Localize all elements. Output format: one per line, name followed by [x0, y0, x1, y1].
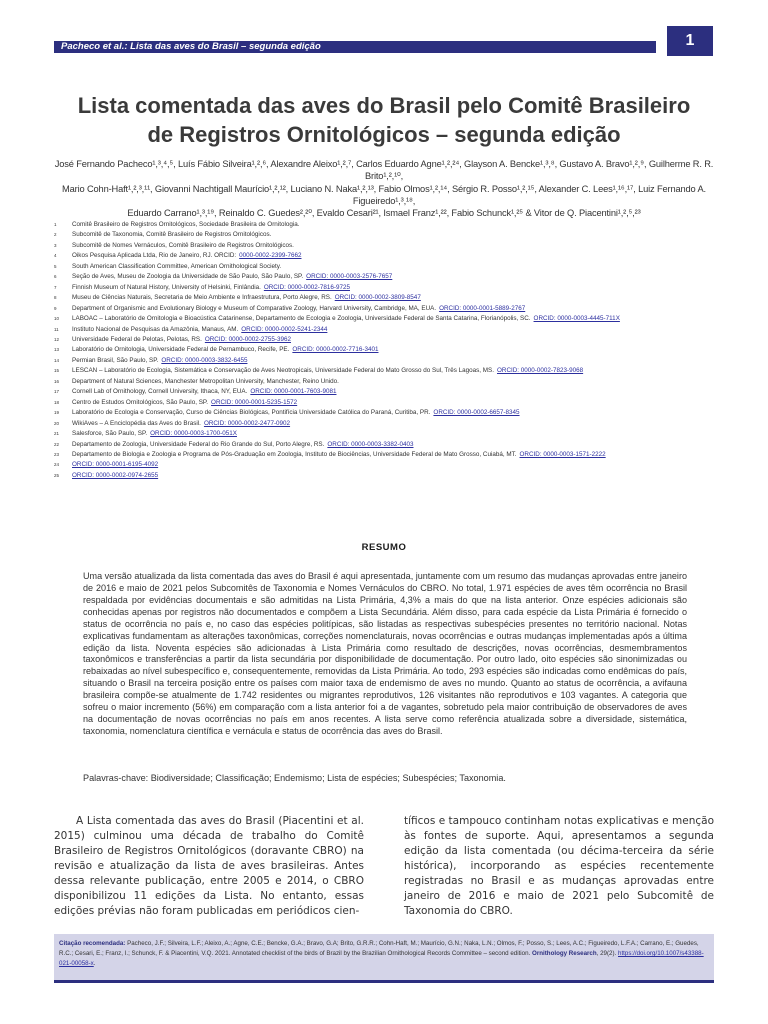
affiliation-item: [54, 293, 724, 303]
affiliation-number: 14: [54, 357, 60, 363]
affiliation-item: [54, 230, 724, 240]
orcid-link[interactable]: ORCID: 0000-0002-5241-2344: [241, 325, 328, 333]
affiliation-item: [54, 272, 724, 282]
author-line-3: Eduardo Carrano¹,³,¹⁹, Reinaldo C. Guedes²,²⁰, Evaldo Cesari²¹, Ismael Franz¹,²², Fabio Schunck¹,²⁵ & Vitor de Q. Piacentini¹,²,⁵,²³: [127, 208, 641, 219]
affiliation-number: 3: [54, 242, 57, 248]
affiliation-item: [54, 387, 724, 397]
affiliation-text: Permian Brasil, São Paulo, SP.: [72, 356, 159, 364]
affiliation-item: [54, 366, 724, 376]
affiliation-number: 11: [54, 326, 59, 332]
intro-column-left: [54, 814, 364, 919]
affiliation-number: 18: [54, 399, 60, 405]
affiliation-text: WikiAves – A Enciclopédia das Aves do Brasil.: [72, 419, 201, 427]
affiliation-number: 16: [54, 378, 60, 384]
affiliation-item: [54, 251, 724, 261]
affiliation-item: [54, 398, 724, 408]
affiliation-number: 25: [54, 472, 60, 478]
affiliation-text: South American Classification Committee, American Ornithological Society.: [72, 262, 282, 270]
affiliation-item: [54, 325, 724, 335]
affiliation-number: 20: [54, 420, 60, 426]
affiliation-text: Laboratório de Ornitologia, Universidade Federal de Pernambuco, Recife, PE.: [72, 346, 290, 354]
orcid-link[interactable]: ORCID: 0000-0001-6195-4092: [72, 461, 159, 469]
affiliation-item: [54, 408, 724, 418]
affiliation-number: 7: [54, 284, 57, 290]
paper-title: [54, 91, 714, 149]
orcid-link[interactable]: ORCID: 0000-0002-3809-8547: [334, 294, 421, 302]
running-title: Pacheco et al.: Lista das aves do Brasil – segunda edição: [61, 41, 321, 52]
affiliation-text: Finnish Museum of Natural History, University of Helsinki, Finlândia.: [72, 283, 261, 291]
orcid-link[interactable]: ORCID: 0000-0003-2576-7657: [306, 273, 393, 281]
keywords: Palavras-chave: Biodiversidade; Classificação; Endemismo; Lista de espécies; Subespécies; Taxonomia.: [83, 773, 506, 783]
citation-volume: , 29(2).: [596, 950, 617, 957]
orcid-link[interactable]: ORCID: 0000-0003-1700-051X: [150, 430, 237, 438]
affiliation-number: 4: [54, 253, 57, 259]
affiliation-item: [54, 419, 724, 429]
affiliation-text: Oikos Pesquisa Aplicada Ltda, Rio de Janeiro, RJ. ORCID:: [72, 252, 237, 260]
affiliation-number: 2: [54, 232, 57, 238]
affiliation-number: 17: [54, 389, 60, 395]
affiliation-number: 6: [54, 274, 57, 280]
affiliation-text: Cornell Lab of Ornithology, Cornell University, Ithaca, NY, EUA.: [72, 388, 248, 396]
affiliation-list: [54, 220, 724, 481]
intro-paragraph-right: tíficos e tampouco continham notas explicativas e menção às fontes de suporte. Aqui, apresentamos a segunda edição da lista comentada (ou décima-terceira da série histórica), incorporando as espécies recentemente registradas no Brasil e as mudanças aprovadas entre janeiro de 2016 e maio de 2021 pelo Subcomitê de Taxonomia do CBRO.: [404, 815, 714, 917]
orcid-link[interactable]: ORCID: 0000-0002-7716-3401: [292, 346, 379, 354]
affiliation-number: 23: [54, 451, 60, 457]
orcid-link[interactable]: ORCID: 0000-0002-2477-0902: [203, 419, 291, 427]
orcid-link[interactable]: ORCID: 0000-0003-3382-0403: [327, 440, 414, 448]
orcid-link[interactable]: ORCID: 0000-0002-7816-9725: [263, 283, 350, 291]
affiliation-item: [54, 304, 724, 314]
affiliation-number: 24: [54, 462, 60, 468]
author-line-2: Mario Cohn-Haft¹,²,³,¹¹, Giovanni Nachtigall Maurício¹,²,¹², Luciano N. Naka¹,²,¹³, Fabio Olmos¹,²,¹⁴, Sérgio R. Posso¹,²,¹⁵, Alexander C. Lees¹,¹⁶,¹⁷, Luiz Fernando A. Figueiredo¹,³,¹⁸,: [62, 183, 706, 206]
affiliation-item: [54, 283, 724, 293]
affiliation-text: Comitê Brasileiro de Registros Ornitológicos, Sociedade Brasileira de Ornitologia.: [72, 221, 300, 228]
intro-paragraph-left: A Lista comentada das aves do Brasil (Piacentini et al. 2015) culminou uma década de trabalho do Comitê Brasileiro de Registros Ornitológicos (doravante CBRO) na revisão e atualização da lista de aves brasileiras. Antes dessa relevante publicação, entre 2005 e 2014, o CBRO disponibilizou 11 edições da Lista. No entanto, essas edições prévias não foram publicadas em periódicos cien-: [54, 815, 364, 917]
affiliation-text: Centro de Estudos Ornitológicos, São Paulo, SP.: [72, 398, 209, 406]
abstract-body: [83, 571, 687, 738]
affiliation-number: 12: [54, 336, 60, 342]
recommended-citation: [59, 939, 710, 969]
affiliation-item: [54, 440, 724, 450]
abstract-text: Uma versão atualizada da lista comentada das aves do Brasil é aqui apresentada, juntamente com um resumo das mudanças aprovadas entre janeiro de 2016 e maio de 2021 pelos Subcomitês de Taxonomia e Nomes Vernáculos do CBRO. No total, 1.971 espécies de aves têm ocorrência no Brasil respaldada por evidências documentais e são admitidas na Lista Primária, 4,3% a mais do que na lista anterior. Onze espécies adicionais são conhecidas apenas por registros não documentados e compõem a Lista Secundária. Além disso, para cada espécie da Lista Primária é fornecido o status de ocorrência no país e, no caso das espécies politípicas, são listadas as respectivas subespécies presentes no território nacional. Notas explicativas fundamentam as alterações taxonômicas, correções nomenclaturais, novas ocorrências e outras mudanças implementadas após a última edição da lista. Noventa espécies são adicionadas à Lista Primária como resultado de descrições, novas ocorrências, desmembramentos taxonômicos e transferências a partir da lista secundária por disponibilidade de documentação. Por outro lado, oito espécies são sinonimizadas ou rebaixadas ao nível subespecífico e, consequentemente, removidas da Lista Primária. Ao todo, 293 espécies são indicadas como endêmicas do país, situando o Brasil na terceira posição entre os países com maior taxa de endemismo de aves no mundo. Quanto ao status de ocorrência, a avifauna brasileira compõe-se atualmente de 1.742 residentes ou migrantes reprodutivos, 126 visitantes não reprodutivos e 103 vagantes. A categoria que sofreu o maior incremento (56%) em comparação com a lista anterior foi a de vagantes, sobretudo pela maior contribuição de observadores de aves na documentação de novas ocorrências no país em anos recentes. A lista serve como referência atualizada sobre a diversidade, sistemática, taxonomia, nomenclatura científica e vernácula e status de ocorrência das aves do Brasil.: [83, 571, 687, 736]
affiliation-number: 8: [54, 295, 57, 301]
affiliation-text: LABOAC – Laboratório de Ornitologia e Bioacústica Catarinense, Departamento de Ecologia e Zoologia, Universidade Federal de Santa Catarina, Florianópolis, SC.: [72, 315, 531, 323]
affiliation-text: Subcomitê de Taxonomia, Comitê Brasileiro de Registros Ornitológicos.: [72, 231, 272, 239]
affiliation-number: 15: [54, 368, 60, 374]
orcid-link[interactable]: ORCID: 0000-0003-1571-2222: [519, 450, 606, 458]
affiliation-number: 9: [54, 305, 57, 311]
author-list: [54, 158, 714, 219]
affiliation-text: Departamento de Zoologia, Universidade Federal do Rio Grande do Sul, Porto Alegre, RS.: [72, 440, 325, 448]
affiliation-text: Subcomitê de Nomes Vernáculos, Comitê Brasileiro de Registros Ornitológicos.: [72, 241, 294, 249]
orcid-link[interactable]: ORCID: 0000-0003-4445-711X: [533, 315, 620, 323]
title-line-2: de Registros Ornitológicos – segunda edição: [147, 122, 621, 147]
orcid-link[interactable]: ORCID: 0000-0002-7823-9068: [497, 367, 584, 375]
affiliation-item: [54, 314, 724, 324]
affiliation-text: Museu de Ciências Naturais, Secretaria de Meio Ambiente e Infraestrutura, Porto Alegre, RS.: [72, 294, 332, 302]
affiliation-item: [54, 471, 724, 481]
affiliation-text: Instituto Nacional de Pesquisas da Amazônia, Manaus, AM.: [72, 325, 239, 333]
affiliation-text: Department of Natural Sciences, Manchester Metropolitan University, Manchester, Reino Unido.: [72, 377, 339, 385]
affiliation-item: [54, 335, 724, 345]
affiliation-text: LESCAN – Laboratório de Ecologia, Sistemática e Conservação de Aves Neotropicais, Universidade Federal do Mato Grosso do Sul, Três Lagoas, MS.: [72, 367, 494, 375]
citation-bottom-stripe: [54, 980, 714, 983]
affiliation-number: 13: [54, 347, 60, 353]
orcid-link[interactable]: ORCID: 0000-0001-7603-9081: [250, 388, 337, 396]
affiliation-item: [54, 460, 724, 470]
orcid-link[interactable]: 0000-0002-2399-7662: [239, 252, 302, 260]
citation-label: Citação recomendada:: [59, 940, 126, 947]
affiliation-item: [54, 450, 724, 460]
affiliation-text: Laboratório de Ecologia e Conservação, Curso de Ciências Biológicas, Pontifícia Universidade Católica do Paraná, Curitiba, PR.: [72, 409, 431, 417]
affiliation-number: 5: [54, 263, 57, 269]
abstract-heading: RESUMO: [361, 542, 407, 553]
affiliation-item: [54, 262, 724, 272]
affiliation-number: 19: [54, 410, 60, 416]
citation-end: .: [93, 960, 96, 967]
affiliation-item: [54, 356, 724, 366]
affiliation-text: Department of Organismic and Evolutionary Biology e Museum of Comparative Zoology, Harvard University, Cambridge, MA, EUA.: [72, 304, 437, 312]
affiliation-text: Seção de Aves, Museu de Zoologia da Universidade de São Paulo, São Paulo, SP.: [72, 273, 304, 281]
affiliation-text: Universidade Federal de Pelotas, Pelotas, RS.: [72, 335, 202, 343]
affiliation-item: [54, 377, 724, 387]
affiliation-number: 10: [54, 316, 60, 322]
affiliation-item: [54, 345, 724, 355]
citation-doi-link[interactable]: https://doi.org/10.1007/s43388-021-00058-x: [59, 950, 704, 967]
affiliation-text: Departamento de Biologia e Zoologia e Programa de Pós-Graduação em Zoologia, Instituto de Biociências, Universidade Federal de Mato Grosso, Cuiabá, MT.: [72, 450, 517, 458]
citation-journal: Ornithology Research: [532, 950, 597, 957]
citation-text: Pacheco, J.F.; Silveira, L.F.; Aleixo, A.; Agne, C.E.; Bencke, G.A.; Bravo, G.A; Brito, G.R.R.; Cohn-Haft, M.; Maurício, G.N.; Naka, L.N.; Olmos, F.; Posso, S.; Lees, A.C.; Figueiredo, L.F.A.; Carrano, E.; Guedes, R.C.; Cesari, E.; Franz, I.; Schunck, F. & Piacentini, V.Q. 2021. Annotated checklist of the birds of Brazil by the Brazilian Ornithological Records Committee – second edition.: [59, 940, 699, 957]
affiliation-item: [54, 429, 724, 439]
orcid-link[interactable]: ORCID: 0000-0001-5889-2767: [439, 304, 526, 312]
intro-column-right: [404, 814, 714, 919]
orcid-link[interactable]: ORCID: 0000-0002-0974-2655: [72, 471, 159, 479]
page-number: 1: [667, 26, 713, 56]
orcid-link[interactable]: ORCID: 0000-0002-6657-8345: [433, 409, 520, 417]
orcid-link[interactable]: ORCID: 0000-0003-3832-6455: [161, 356, 248, 364]
affiliation-item: [54, 220, 724, 230]
orcid-link[interactable]: ORCID: 0000-0001-5235-1572: [211, 398, 298, 406]
author-line-1: José Fernando Pacheco¹,³,⁴,⁵, Luís Fábio Silveira¹,²,⁶, Alexandre Aleixo¹,²,⁷, Carlos Eduardo Agne¹,²,²⁴, Glayson A. Bencke¹,³,⁸, Gustavo A. Bravo¹,²,⁹, Guilherme R. R. Brito¹,²,¹⁰,: [54, 159, 714, 182]
title-line-1: Lista comentada das aves do Brasil pelo Comitê Brasileiro: [77, 93, 691, 118]
affiliation-number: 21: [54, 431, 60, 437]
affiliation-number: 22: [54, 441, 60, 447]
orcid-link[interactable]: ORCID: 0000-0002-2755-3962: [204, 335, 291, 343]
affiliation-number: 1: [54, 222, 57, 227]
affiliation-item: [54, 241, 724, 251]
affiliation-text: Salesforce, São Paulo, SP.: [72, 430, 148, 438]
